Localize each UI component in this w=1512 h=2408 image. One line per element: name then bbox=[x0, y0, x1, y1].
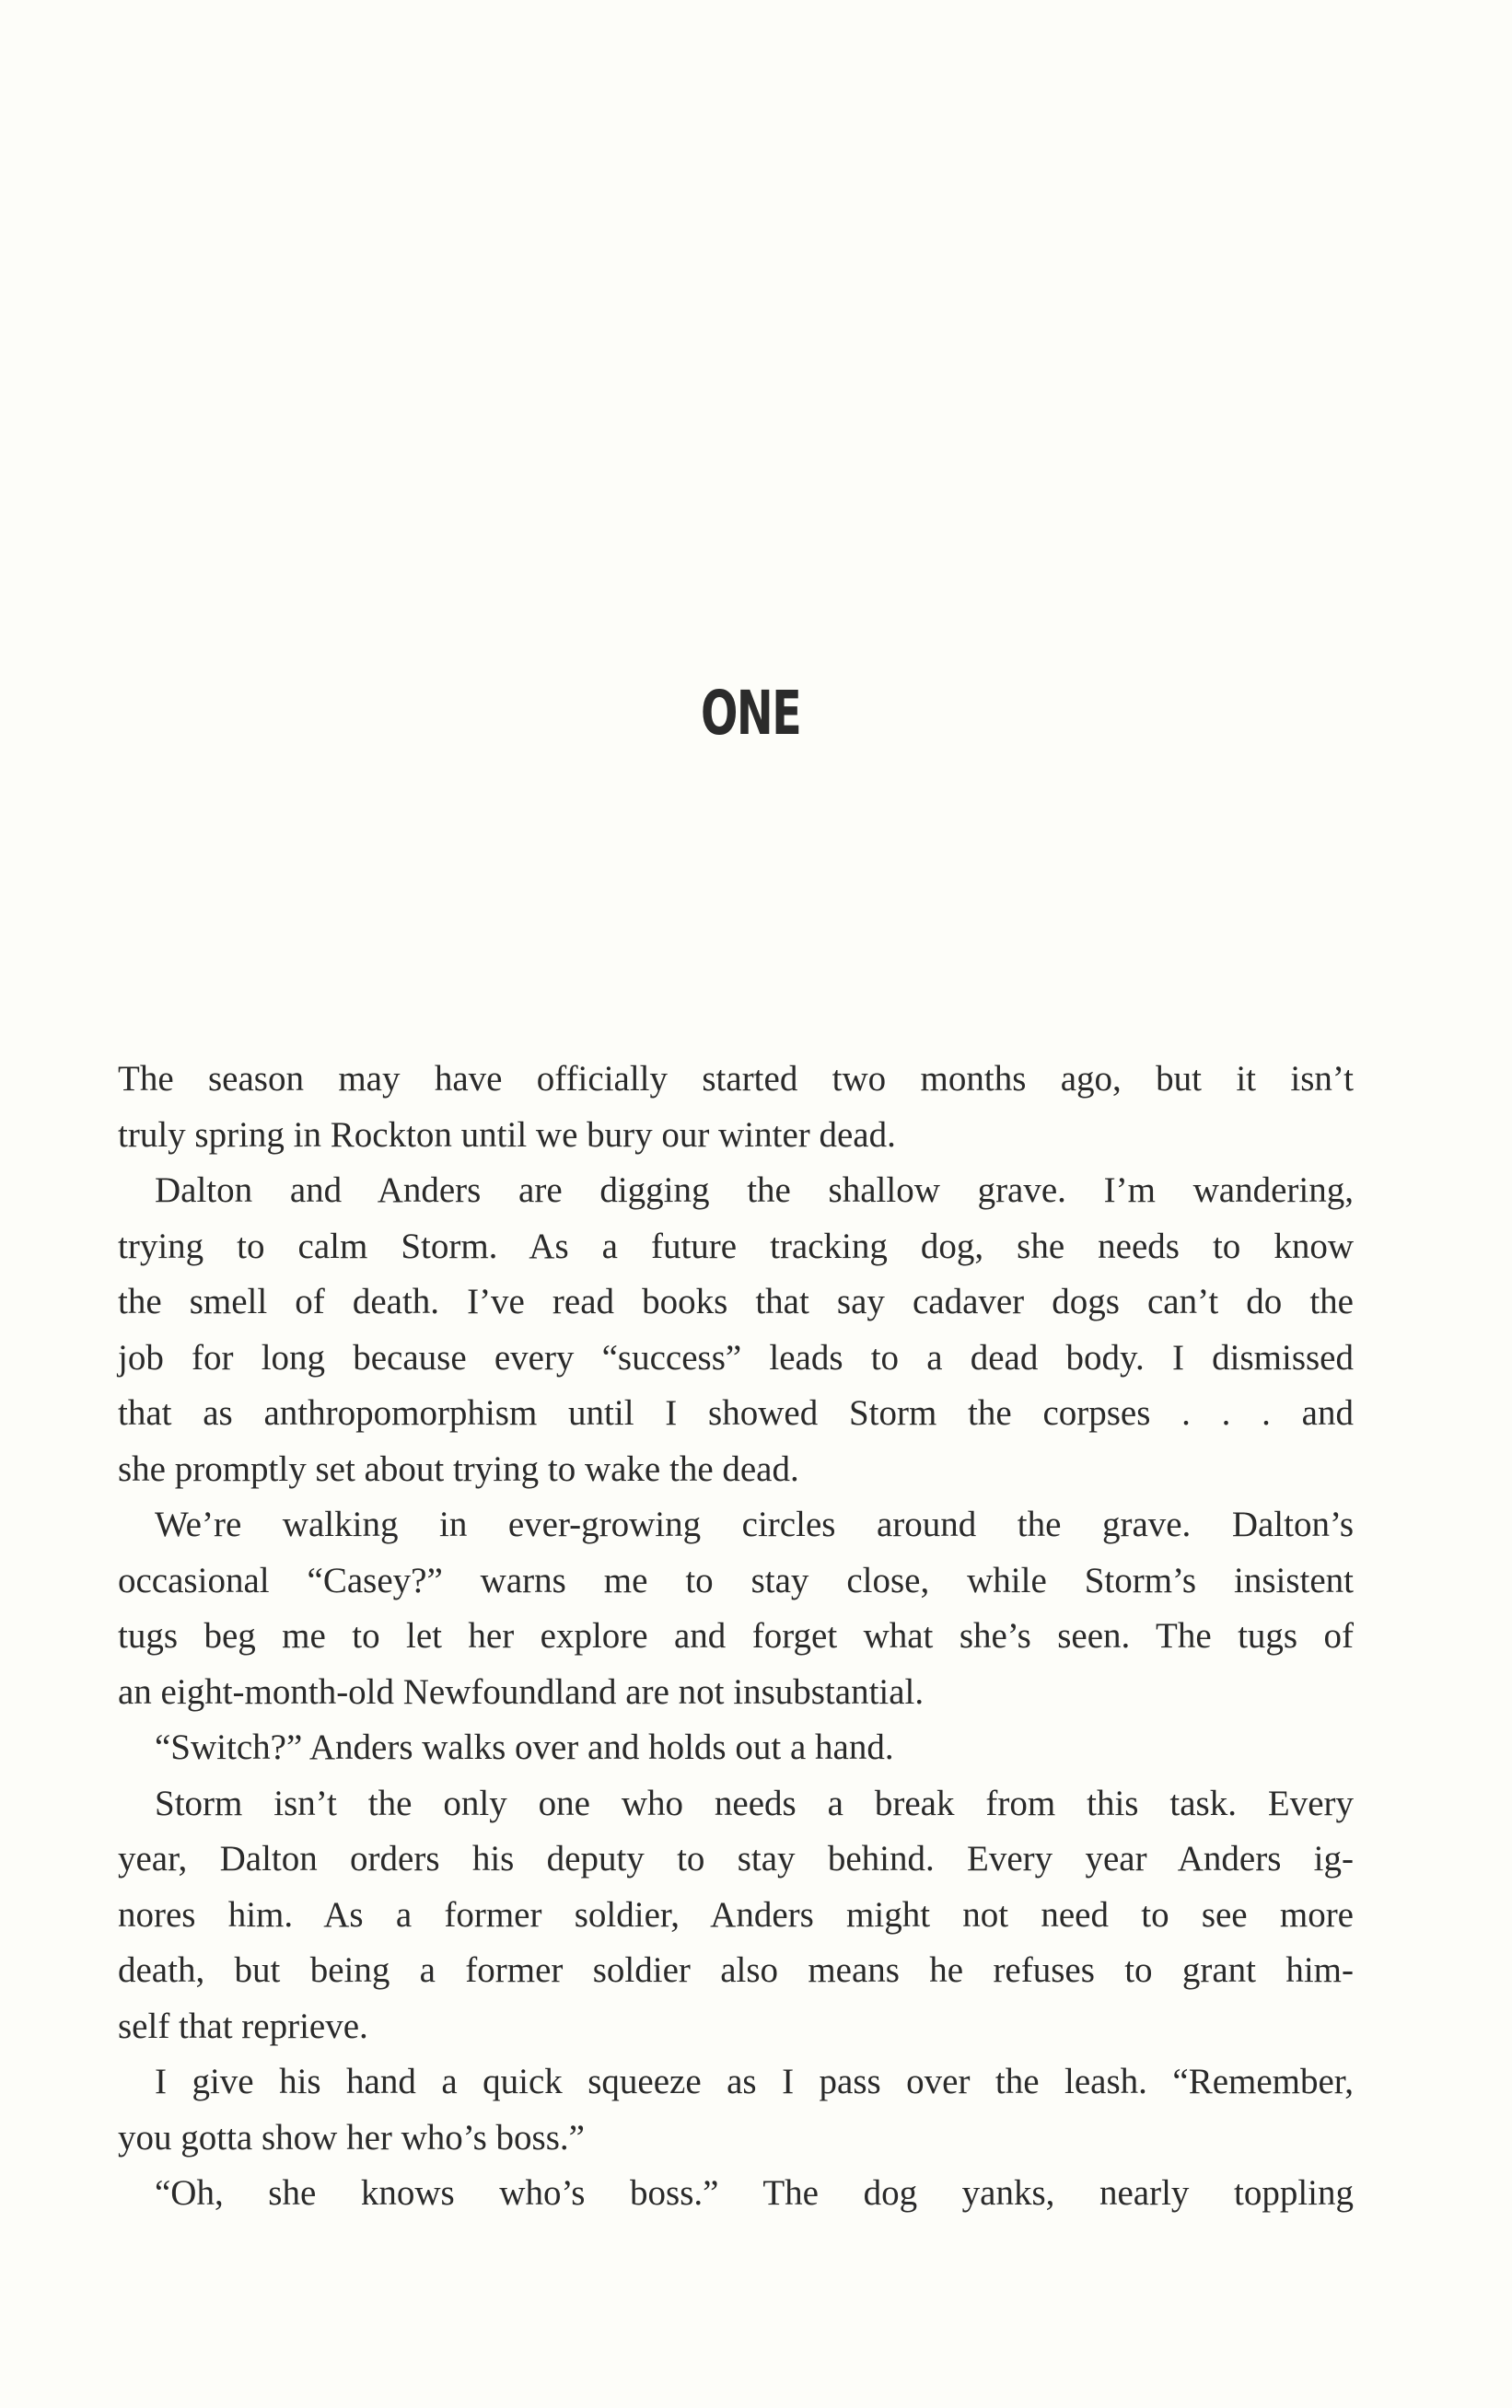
chapter-title: ONE bbox=[700, 678, 801, 749]
text-line: Storm isn’t the only one who needs a break from this task. Every bbox=[155, 1783, 1354, 1823]
text-line: you gotta show her who’s boss.” bbox=[118, 2117, 585, 2158]
chapter-body-text bbox=[118, 1052, 1354, 2222]
text-line: trying to calm Storm. As a future tracking dog, she needs to know bbox=[118, 1226, 1354, 1266]
text-line: the smell of death. I’ve read books that say cadaver dogs can’t do the bbox=[118, 1282, 1354, 1321]
text-line: death, but being a former soldier also means he refuses to grant him- bbox=[118, 1950, 1354, 1990]
text-line: Dalton and Anders are digging the shallow grave. I’m wandering, bbox=[155, 1170, 1354, 1210]
text-line: nores him. As a former soldier, Anders might not need to see more bbox=[118, 1894, 1354, 1935]
text-line: occasional “Casey?” warns me to stay close, while Storm’s insistent bbox=[118, 1560, 1354, 1600]
text-line: tugs beg me to let her explore and forget what she’s seen. The tugs of bbox=[118, 1616, 1354, 1656]
text-line: an eight-month-old Newfoundland are not insubstantial. bbox=[118, 1671, 925, 1712]
text-line: that as anthropomorphism until I showed Storm the corpses . . . and bbox=[118, 1393, 1354, 1433]
text-line: “Switch?” Anders walks over and holds out a hand. bbox=[155, 1727, 894, 1767]
text-line: We’re walking in ever-growing circles around the grave. Dalton’s bbox=[155, 1505, 1354, 1544]
text-line: self that reprieve. bbox=[118, 2006, 368, 2046]
text-line: truly spring in Rockton until we bury our winter dead. bbox=[118, 1114, 896, 1155]
text-line: I give his hand a quick squeeze as I pass over the leash. “Remember, bbox=[155, 2062, 1354, 2101]
text-line: year, Dalton orders his deputy to stay behind. Every year Anders ig- bbox=[118, 1839, 1354, 1879]
text-line: job for long because every “success” leads to a dead body. I dismissed bbox=[118, 1337, 1354, 1378]
text-line: “Oh, she knows who’s boss.” The dog yanks, nearly toppling bbox=[155, 2173, 1354, 2213]
text-line: she promptly set about trying to wake the dead. bbox=[118, 1448, 799, 1489]
text-line: The season may have officially started two months ago, but it isn’t bbox=[118, 1059, 1354, 1099]
